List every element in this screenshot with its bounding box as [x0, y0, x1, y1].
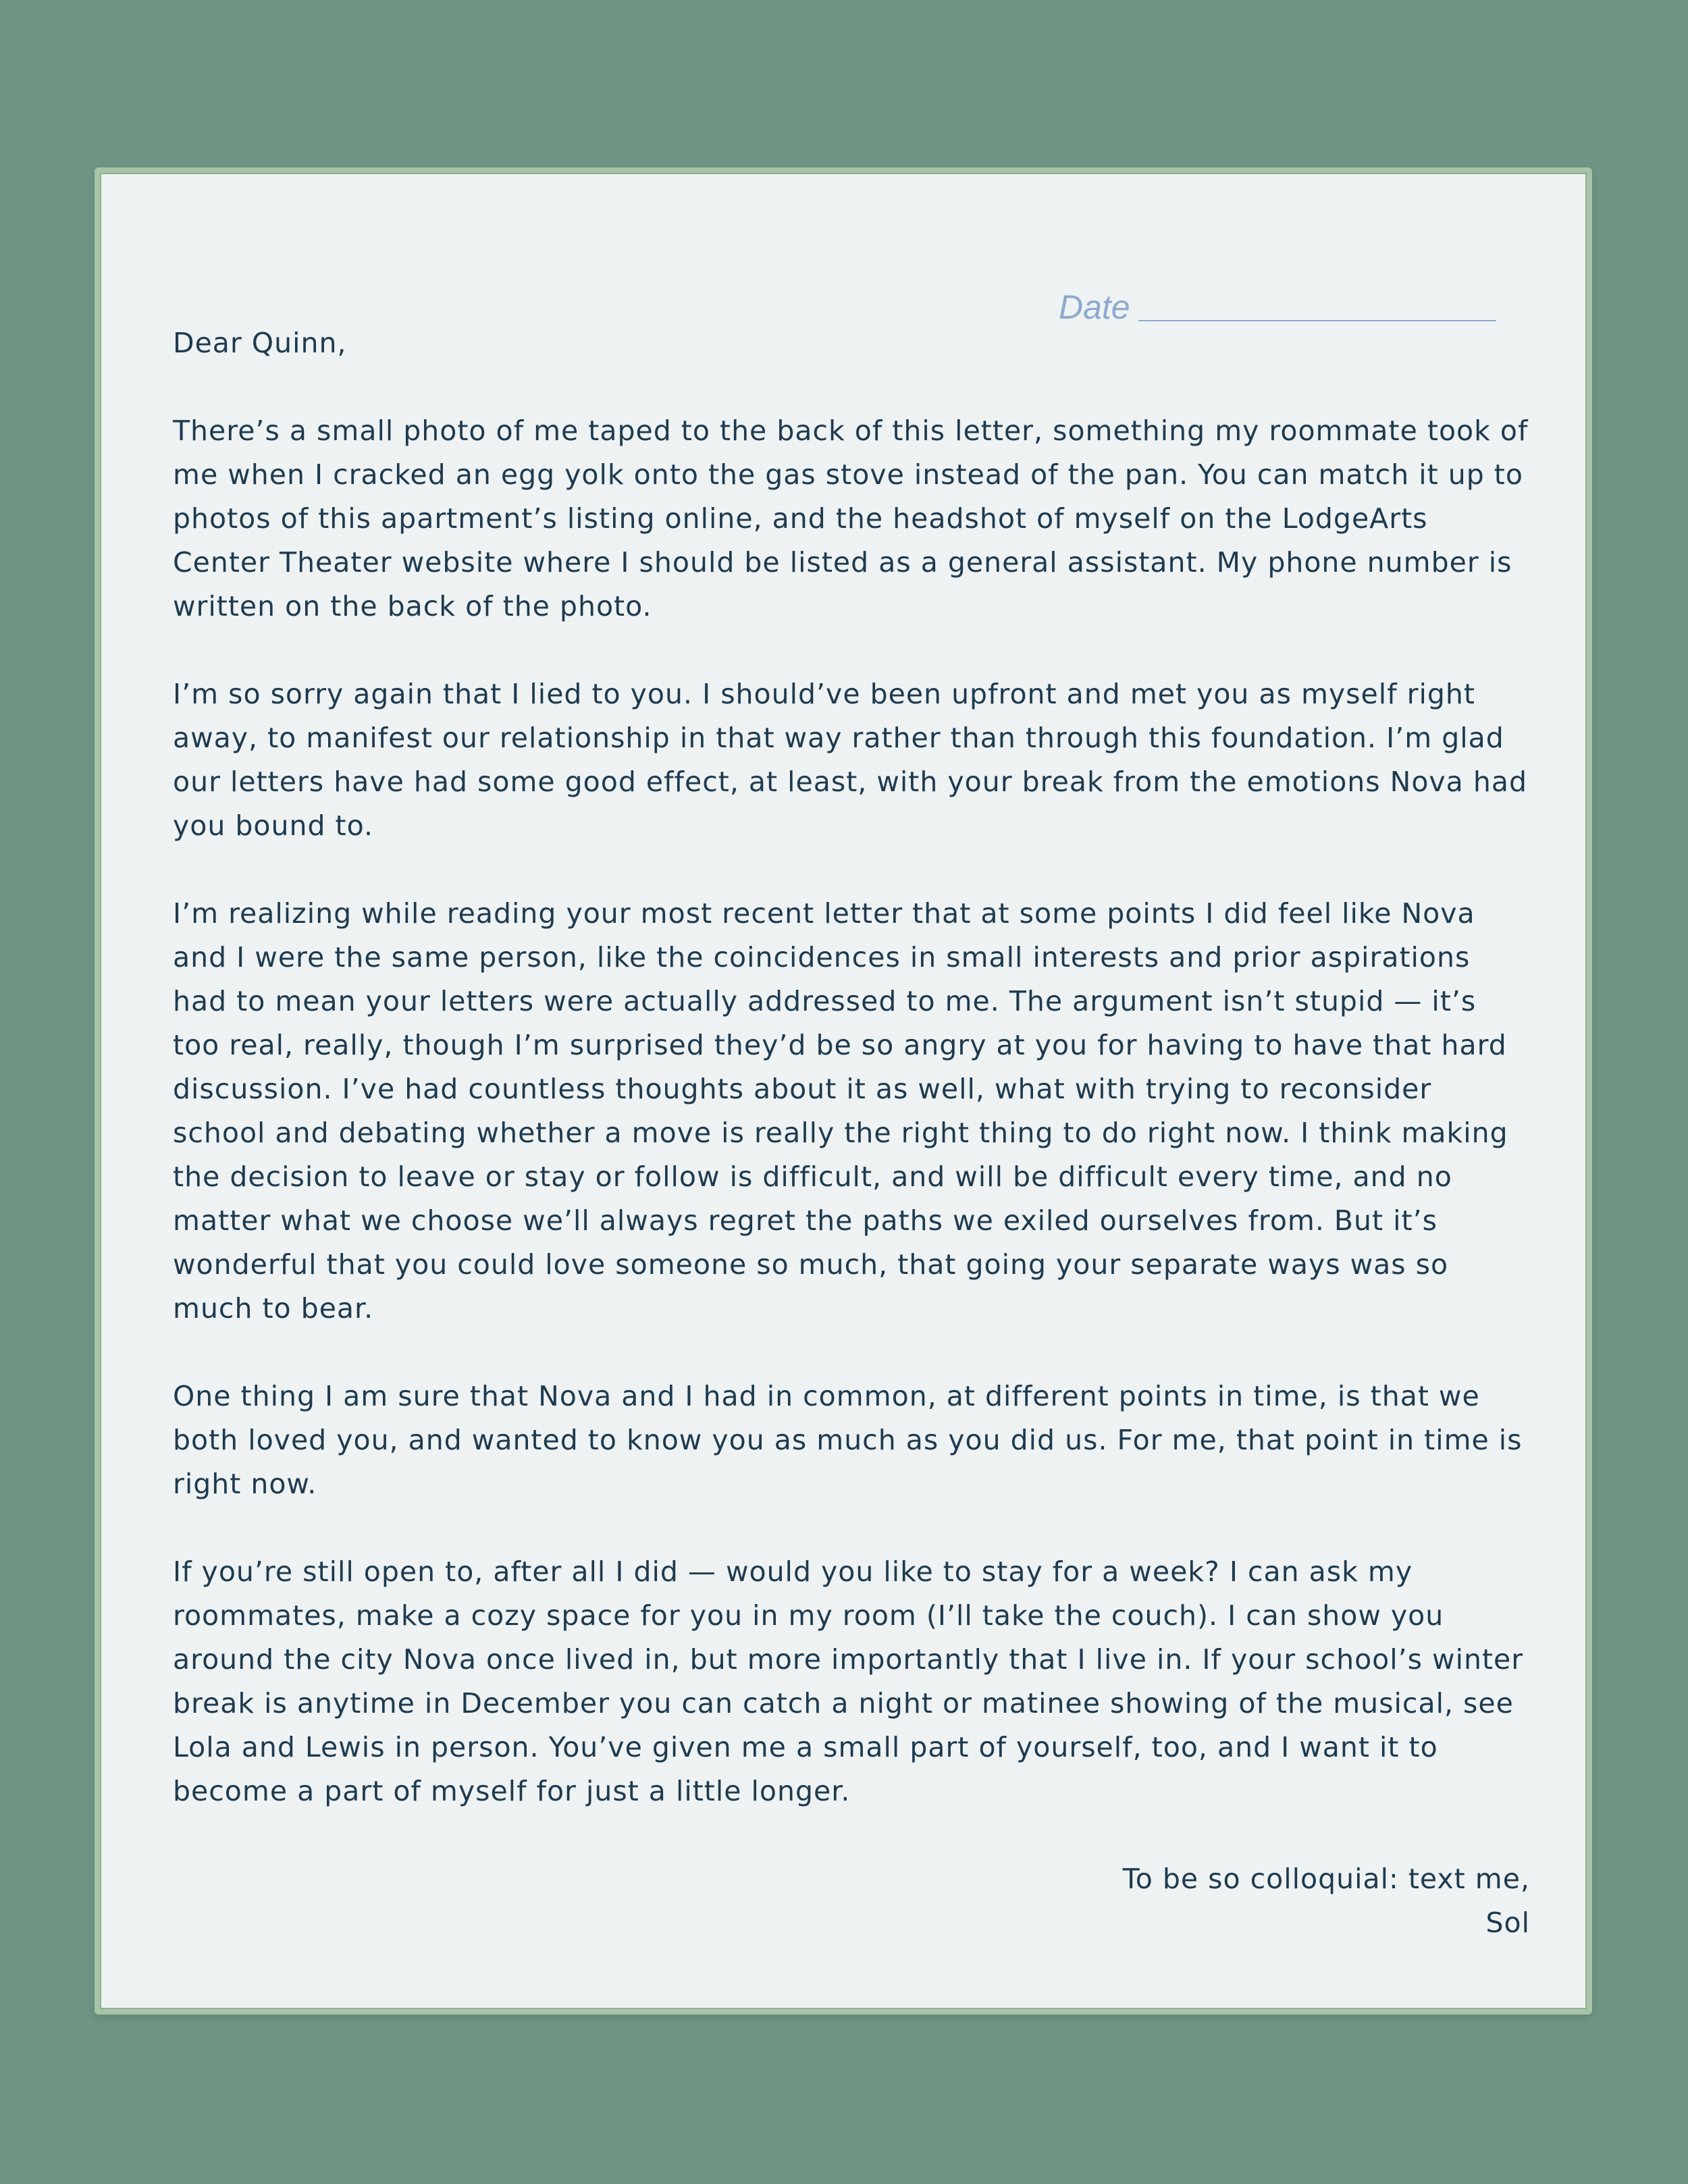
signature: Sol — [1485, 1907, 1530, 1939]
date-field — [1059, 290, 1496, 324]
date-label: Date — [1059, 288, 1130, 326]
paragraph-2: I’m so sorry again that I lied to you. I should’ve been upfront and met you as myself right away, to manifest our relationship in that way rather than through this foundation. I’m glad our letters have had some good effect, at least, with your break from the emotions Nova had you bound to. — [173, 678, 1527, 842]
paragraph-4: One thing I am sure that Nova and I had in common, at different points in time, is that we both loved you, and wanted to know you as much as you did us. For me, that point in time is right now. — [173, 1380, 1523, 1500]
closing-line: To be so colloquial: text me, — [1122, 1863, 1530, 1895]
letter-body — [173, 321, 1530, 1945]
letter-paper — [95, 167, 1592, 2015]
paragraph-3: I’m realizing while reading your most recent letter that at some points I did feel like Nova and I were the same person, like the coincidences in small interests and prior aspirations had to mean your letters were actually addressed to me. The argument isn’t stupid — it’s too real, really, though I’m surprised they’d be so angry at you for having to have that hard discussion. I’ve had countless thoughts about it as well, what with trying to reconsider school and debating whether a move is really the right thing to do right now. I think making the decision to leave or stay or follow is difficult, and will be difficult every time, and no matter what we choose we’ll always regret the paths we exiled ourselves from. But it’s wonderful that you could love someone so much, that going your separate ways was so much to bear. — [173, 897, 1508, 1325]
paragraph-5: If you’re still open to, after all I did — would you like to stay for a week? I can ask my roommates, make a cozy space for you in my room (I’ll take the couch). I can show you around the city Nova once lived in, but more importantly that I live in. If your school’s winter break is anytime in December you can catch a night or matinee showing of the musical, see Lola and Lewis in person. You’ve given me a small part of yourself, too, and I want it to become a part of myself for just a little longer. — [173, 1555, 1524, 1807]
salutation: Dear Quinn, — [173, 327, 347, 359]
paragraph-1: There’s a small photo of me taped to the back of this letter, something my roommate took of me when I cracked an egg yolk onto the gas stove instead of the pan. You can match it up to photos of this apartment’s listing online, and the headshot of myself on the LodgeArts Center Theater website where I should be listed as a general assistant. My phone number is written on the back of the photo. — [173, 415, 1529, 622]
